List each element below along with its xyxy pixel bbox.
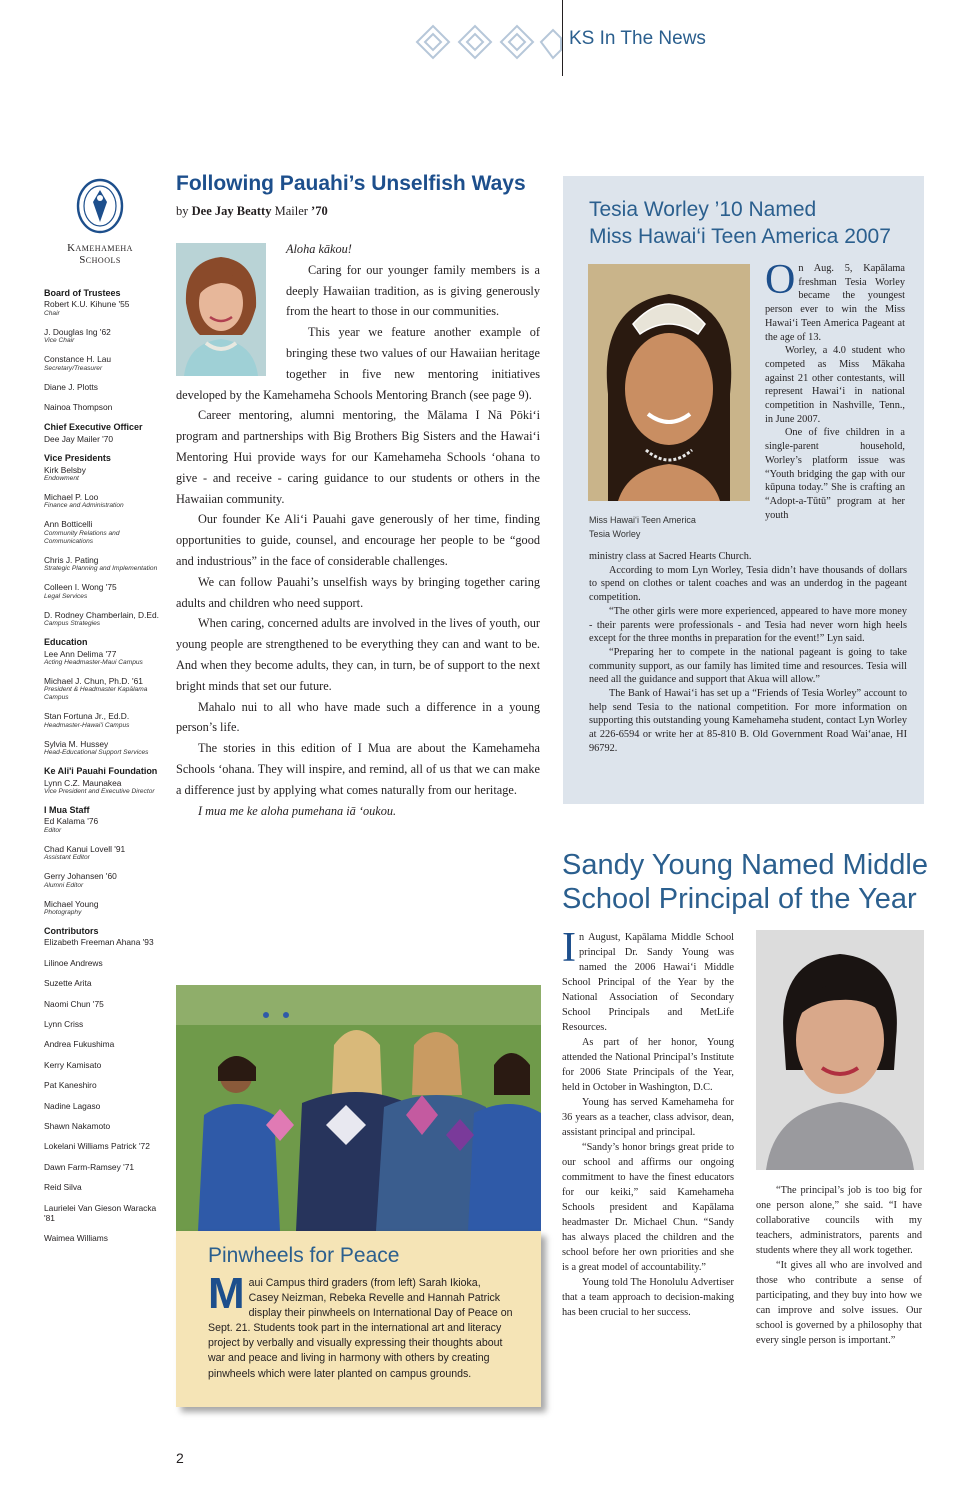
person-name: Kerry Kamisato [44, 1059, 102, 1070]
masthead-section [44, 637, 168, 757]
person-role: Editor [44, 826, 62, 834]
masthead-entry [44, 582, 168, 600]
person-role: Secretary/Treasurer [44, 364, 103, 372]
article-paragraph: One of five children in a single-parent household, Worley’s platform issue was “Youth bridging the gap with our kūpuna today.” She is crafting an “Adopt-a-Tūtū” program at her youth [765, 427, 905, 521]
masthead-entry [44, 402, 168, 412]
person-name: Michael J. Chun, Ph.D. '61 [44, 675, 143, 686]
masthead-entry [44, 1019, 168, 1029]
person-name: Dee Jay Mailer '70 [44, 433, 114, 444]
person-name: Chad Kanui Lovell '91 [44, 843, 126, 854]
masthead-entry [44, 610, 168, 628]
masthead-entry [44, 1121, 168, 1131]
person-name: Elizabeth Freeman Ahana '93 [44, 937, 154, 948]
masthead-entry [44, 1039, 168, 1049]
page-number: 2 [176, 1450, 184, 1466]
person-name: Diane J. Plotts [44, 381, 98, 392]
tesia-column [765, 257, 905, 522]
masthead-entry [44, 1182, 168, 1192]
greeting: Aloha kākou! [286, 242, 352, 256]
masthead-entry [44, 382, 168, 392]
person-name: Michael Young [44, 898, 99, 909]
article-paragraph: When caring, concerned adults are involved in the lives of youth, our young people are strengthened to be everything they can and want to be. And when they become adults, they can, in turn, be of support to the next bright minds that set our future. [176, 616, 540, 693]
person-name: Gerry Johansen '60 [44, 871, 117, 882]
person-role: Strategic Planning and Implementation [44, 565, 158, 573]
drop-cap: M [208, 1269, 245, 1318]
person-name: Reid Silva [44, 1182, 82, 1193]
person-name: Robert K.U. Kihune '55 [44, 299, 130, 310]
person-role: Chair [44, 309, 60, 317]
article-paragraph: Worley, a 4.0 student who competed as Miss Mākaha against 21 other contestants, will represent Hawai‘i in national competition in Nashville, Tenn., in June 2007. [765, 345, 905, 425]
article-paragraph: “The principal’s job is too big for one person alone,” she said. “I have collaborative councils with my teachers, administrators, parents and students where they all work together. [756, 1185, 922, 1256]
masthead-entry [44, 871, 168, 889]
person-name: Colleen I. Wong '75 [44, 582, 117, 593]
person-role: Finance and Administration [44, 502, 124, 510]
article-paragraph: On Aug. 5, Kapālama freshman Tesia Worley became the youngest person ever to win the Miss Hawai‘i Teen America Pageant at the age of 13. [765, 257, 905, 343]
article-paragraph: “It gives all who are involved and those who contribute a sense of participating, and they buy into how we can improve and solve issues. Our school is governed by a philosophy that every single person is important.” [756, 1260, 922, 1346]
person-name: Dawn Farm-Ramsey '71 [44, 1161, 135, 1172]
masthead-entry [44, 1203, 168, 1224]
masthead-heading: I Mua Staff [44, 804, 90, 815]
article-paragraph: Caring for our younger family members is a deeply Hawaiian tradition, as is giving generously from the heart to those in our communities. [286, 262, 540, 319]
person-role: Campus Strategies [44, 620, 101, 628]
masthead-entry [44, 1233, 168, 1243]
article-paragraph: Mahalo nui to all who have made such a difference in a young person’s life. [176, 699, 540, 735]
masthead-section [44, 288, 168, 412]
masthead-entry [44, 299, 168, 317]
person-name: Stan Fortuna Jr., Ed.D. [44, 711, 130, 722]
person-name: Lynn C.Z. Maunakea [44, 777, 122, 788]
article-paragraph: We can follow Pauahi’s unselfish ways by bringing together caring adults and children who need support. [176, 574, 540, 610]
article-paragraph: In August, Kapālama Middle School principal Dr. Sandy Young was named the 2006 Hawai‘i Middle School Principal of the Year by the National Association of Secondary School Principals and MetLife Resources. [562, 925, 734, 1033]
masthead-entry [44, 519, 168, 545]
person-name: Lokelani Williams Patrick '72 [44, 1141, 150, 1152]
pinwheels-title: Pinwheels for Peace [208, 1244, 400, 1267]
person-role: Vice Chair [44, 337, 75, 345]
masthead-entry [44, 978, 168, 988]
masthead-entry [44, 816, 168, 834]
masthead-heading: Ke Ali'i Pauahi Foundation [44, 766, 158, 777]
article-paragraph: As part of her honor, Young attended the National Principal’s Institute for 2006 State Principals of the Year, held in October in Washington, D.C. [562, 1037, 734, 1093]
article-paragraph: “Sandy’s honor brings great pride to our school and affirms our ongoing commitment to have the finest educators for our keiki,” said Kamehameha Schools president and Kapālama headmaster Dr. Michael Chun. “Sandy has always placed the children and the school before her own priorities and she is a great model of accountability.” [562, 1142, 734, 1273]
person-name: Suzette Arita [44, 978, 92, 989]
masthead-entry [44, 711, 168, 729]
person-name: Pat Kaneshiro [44, 1080, 97, 1091]
drop-cap: I [562, 925, 576, 971]
person-name: Shawn Nakamoto [44, 1121, 111, 1132]
masthead-section [44, 805, 168, 917]
person-role: Endowment [44, 475, 79, 483]
masthead-entry [44, 492, 168, 510]
person-name: Lilinoe Andrews [44, 957, 103, 968]
person-name: Michael P. Loo [44, 492, 99, 503]
person-role: Acting Headmaster-Maui Campus [44, 658, 143, 666]
tesia-photo-caption: Miss Hawai‘i Teen America Tesia Worley [589, 515, 696, 539]
article-body [176, 239, 540, 821]
sandy-column-1 [562, 925, 734, 1320]
masthead-section [44, 766, 168, 796]
section-title: KS In The News [569, 28, 706, 49]
header-pattern [415, 22, 565, 62]
masthead-heading: Board of Trustees [44, 288, 121, 298]
masthead-entry [44, 354, 168, 372]
article-paragraph: The Bank of Hawai‘i has set up a “Friends of Tesia Worley” account to help send Tesia to the national competition. For more information on supporting this outstanding young Kamehameha student, contact Lyn Worley at 226-6594 or write her at 85-810 B. Old Government Road Wai‘anae, HI 96792. [589, 688, 907, 754]
article-paragraph: Career mentoring, alumni mentoring, the Mālama I Nā Pōki‘i program and partnerships with Big Brothers Big Sisters and the Hawai‘i Mentoring Hui provide ways for our Kamehameha Schools ‘ohana to give - and receive - caring guidance to our students or others in the Hawaiian community. [176, 408, 540, 506]
person-role: Assistant Editor [44, 854, 90, 862]
person-role: Photography [44, 908, 82, 916]
person-role: Headmaster-Hawai'i Campus [44, 721, 130, 729]
person-name: Lynn Criss [44, 1019, 84, 1029]
masthead-entry [44, 844, 168, 862]
person-name: Chris J. Pating [44, 554, 99, 565]
pinwheel-students-photo [176, 985, 541, 1231]
masthead-section [44, 422, 168, 444]
person-role: Vice President and Executive Director [44, 787, 155, 795]
school-seal-icon [75, 178, 125, 234]
article-paragraph: ministry class at Sacred Hearts Church. [589, 551, 752, 562]
masthead-entry [44, 676, 168, 702]
pinwheels-caption: M aui Campus third graders (from left) Sarah Ikioka, Casey Neizman, Rebeka Revelle and Hannah Patrick display their pinwheels on International Day of Peace on Sept. 21. Students took part in the international art and literacy project by verbally and visually expressing their thoughts about war and peace and living in harmony with others by creating pinwheels which were later planted on campus grounds. [208, 1269, 513, 1380]
masthead-entry [44, 1162, 168, 1172]
person-name: Naomi Chun '75 [44, 998, 104, 1009]
closing-line: I mua me ke aloha pumehana iā ‘oukou. [198, 803, 397, 818]
masthead-entry [44, 1141, 168, 1151]
masthead-entry [44, 465, 168, 483]
person-name: Ann Botticelli [44, 519, 93, 530]
person-name: Waimea Williams [44, 1233, 108, 1244]
school-logo [44, 178, 156, 266]
person-role: Head-Educational Support Services [44, 749, 149, 757]
masthead-entry [44, 937, 168, 947]
sandy-title: Sandy Young Named Middle School Principal of the Year [562, 849, 928, 915]
article-paragraph: “The other girls were more experienced, appeared to have more money - their parents were professionals - and Tesia had never worn high heels except for the three months in preparation for the event!” Lyn said. [589, 605, 907, 645]
person-name: Laurielei Van Gieson Waracka '81 [44, 1202, 157, 1224]
person-name: Andrea Fukushima [44, 1039, 115, 1050]
article-paragraph: The stories in this edition of I Mua are about the Kamehameha Schools ‘ohana. They will inspire, and remind, all of us that we can make a difference just by applying what comes naturally from our heritage. [176, 741, 540, 797]
article-paragraph: “Preparing her to compete in the national pageant is going to take community support, as our family has limited time and resources. Tesia will need all the guidance and support that Akua will allow.” [589, 646, 907, 686]
person-name: J. Douglas Ing '62 [44, 326, 111, 337]
article-paragraph: Young has served Kamehameha for 36 years as a teacher, class advisor, dean, assistant principal and principal. [562, 1097, 734, 1138]
person-name: Sylvia M. Hussey [44, 738, 109, 749]
header-divider [562, 0, 563, 76]
byline: by Dee Jay Beatty Mailer ’70 [176, 204, 328, 218]
article-title: Following Pauahi’s Unselfish Ways [176, 172, 526, 195]
masthead-entry [44, 1101, 168, 1111]
person-role: Community Relations and Communications [44, 529, 120, 545]
person-name: Constance H. Lau [44, 354, 112, 365]
person-role: President & Headmaster Kapālama Campus [44, 686, 148, 702]
article-paragraph: Our founder Ke Ali‘i Pauahi gave generously of her time, finding opportunities to guide, counsel, and encourage her people to be “good and industrious” in the face of considerable challenges. [176, 512, 540, 568]
tesia-photo [588, 264, 750, 501]
drop-cap: O [765, 257, 796, 303]
masthead-entry [44, 739, 168, 757]
masthead-heading: Chief Executive Officer [44, 422, 143, 433]
masthead-entry [44, 1060, 168, 1070]
masthead-entry [44, 899, 168, 917]
person-role: Legal Services [44, 592, 88, 600]
masthead-entry [44, 778, 168, 796]
sandy-young-photo [756, 930, 924, 1170]
person-name: Nadine Lagaso [44, 1100, 101, 1111]
masthead-sidebar [44, 281, 168, 1254]
masthead-entry [44, 649, 168, 667]
masthead-section [44, 453, 168, 628]
masthead-heading: Education [44, 637, 88, 648]
masthead-heading: Contributors [44, 925, 99, 936]
person-name: D. Rodney Chamberlain, D.Ed. [44, 609, 159, 620]
person-name: Kirk Belsby [44, 464, 86, 475]
masthead-section [44, 926, 168, 1244]
article-paragraph: This year we feature another example of bringing these two values of our Hawaiian heritage together in five new mentoring initiatives developed by the Kamehameha Schools Mentoring Branch (see page 9). [176, 325, 540, 402]
masthead-entry [44, 327, 168, 345]
masthead-heading: Vice Presidents [44, 453, 111, 464]
masthead-entry [44, 434, 168, 444]
masthead-entry [44, 999, 168, 1009]
person-name: Nainoa Thompson [44, 402, 113, 413]
school-name: Kamehameha Schools [67, 242, 133, 266]
tesia-continued [589, 550, 907, 756]
person-name: Lee Ann Delima '77 [44, 648, 117, 659]
masthead-entry [44, 958, 168, 968]
person-name: Ed Kalama '76 [44, 816, 99, 827]
masthead-entry [44, 1080, 168, 1090]
decorative-motif-icon [415, 22, 565, 62]
article-paragraph: Young told The Honolulu Advertiser that a team approach to decision-making has been crucial to her success. [562, 1277, 734, 1318]
masthead-entry [44, 555, 168, 573]
person-role: Alumni Editor [44, 881, 84, 889]
article-paragraph: According to mom Lyn Worley, Tesia didn’t have thousands of dollars to spend on clothes or talent coaches and was an underdog in the pageant competition. [589, 564, 907, 604]
sandy-column-2 [756, 1183, 922, 1348]
tesia-title: Tesia Worley ’10 Named Miss Hawai‘i Teen America 2007 [589, 198, 891, 248]
